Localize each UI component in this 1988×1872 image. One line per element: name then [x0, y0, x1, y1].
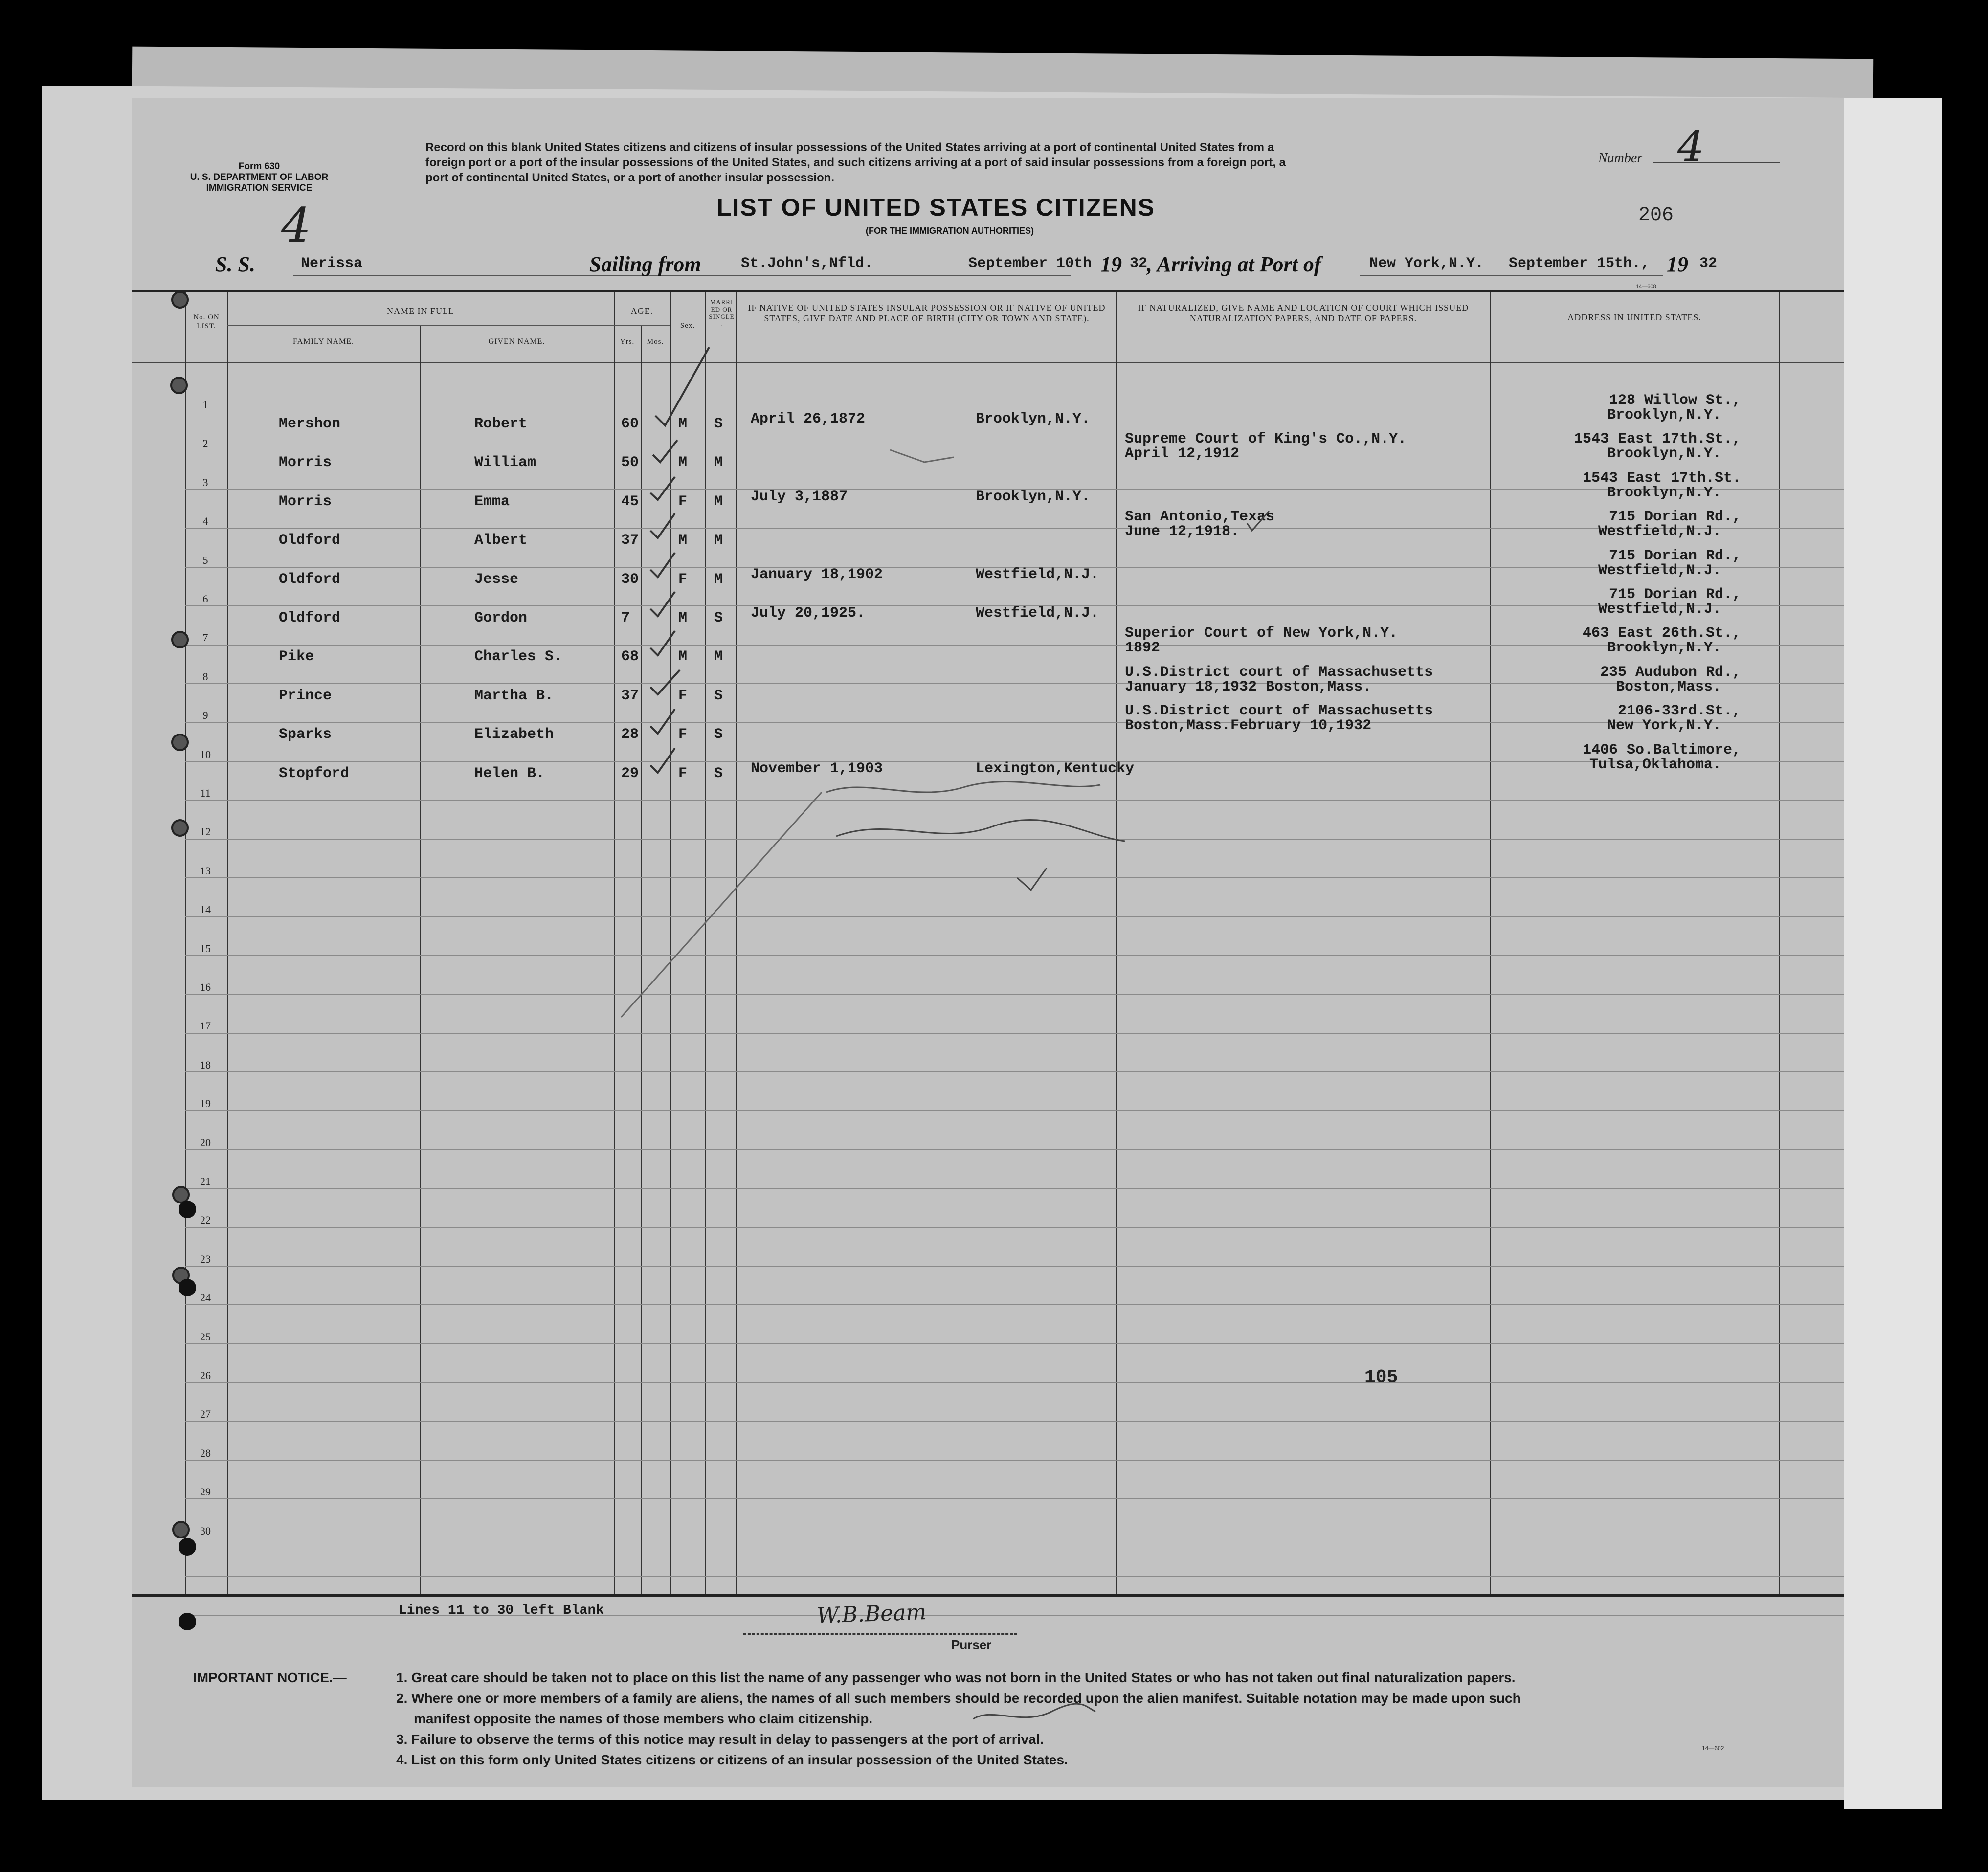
sailing-date: September 10th	[968, 255, 1092, 272]
row-number: 13	[200, 865, 211, 877]
row-number: 9	[202, 709, 208, 721]
record-line: foreign port or a port of the insular possessions of the United States, and such citizens arriving at a port of said insular possessions from a foreign port, a	[425, 156, 1286, 169]
row-number: 6	[202, 593, 208, 605]
header-birth: IF NATIVE OF UNITED STATES INSULAR POSSESSION OR IF NATIVE OF UNITED STATES, GIVE DATE AND PLACE OF BIRTH (CITY OR TOWN AND STATE).	[748, 303, 1106, 323]
record-line: Record on this blank United States citizens and citizens of insular possessions of the United States arriving at a port of continental United States from a	[425, 141, 1274, 154]
row-number: 15	[200, 942, 211, 955]
row-number: 4	[202, 515, 208, 527]
cell-ms: S	[714, 610, 723, 626]
sailing-year: 32	[1130, 255, 1148, 272]
cell-addr1: 235 Audubon Rd.,	[1600, 664, 1741, 681]
cell-birth-place: Brooklyn,N.Y.	[976, 411, 1091, 427]
cell-sex: F	[678, 726, 688, 743]
header-name-in-full: NAME IN FULL	[387, 306, 454, 316]
form-number: Form 630	[238, 161, 280, 172]
cell-family: Prince	[279, 688, 332, 704]
header-sex: Sex.	[680, 322, 695, 330]
header-family-name: FAMILY NAME.	[292, 337, 355, 346]
binding-hole	[171, 631, 189, 648]
cell-addr1: 463 East 26th.St.,	[1582, 625, 1741, 642]
cell-addr1: 1406 So.Baltimore,	[1582, 742, 1741, 758]
arrival-year-prefix: 19	[1667, 252, 1688, 276]
row-number: 16	[200, 981, 211, 993]
signature-line	[743, 1633, 1017, 1635]
cell-addr2: Tulsa,Oklahoma.	[1589, 757, 1721, 773]
cell-addr1: 2106-33rd.St.,	[1617, 703, 1741, 719]
row-number: 27	[200, 1408, 211, 1420]
checkmark	[650, 670, 680, 694]
row-number: 11	[200, 787, 211, 799]
cell-ms: S	[714, 726, 723, 743]
manifest-page	[132, 98, 1844, 1787]
cell-yrs: 7	[621, 610, 630, 626]
cell-nat2: June 12,1918.	[1125, 523, 1240, 540]
sailing-label: Sailing from	[589, 252, 701, 276]
service-name: IMMIGRATION SERVICE	[206, 183, 313, 193]
notice-item: 3. Failure to observe the terms of this notice may result in delay to passengers at the port of arrival.	[396, 1732, 1044, 1747]
binding-hole	[179, 1201, 196, 1218]
void-line	[621, 792, 822, 1017]
purser-signature: W.B.Beam	[816, 1600, 927, 1628]
cell-nat2: April 12,1912	[1125, 446, 1240, 462]
row-number: 12	[200, 825, 211, 838]
cell-sex: M	[678, 416, 688, 432]
cell-sex: M	[678, 648, 688, 665]
arriving-label: , Arriving at Port of	[1147, 252, 1321, 276]
cell-yrs: 37	[621, 688, 639, 704]
cell-family: Stopford	[279, 765, 350, 782]
row-number: 2	[202, 437, 208, 449]
cell-birth-date: April 26,1872	[751, 411, 866, 427]
binding-hole	[179, 1538, 196, 1556]
row-number: 14	[200, 903, 211, 915]
cell-sex: M	[678, 454, 688, 471]
cell-addr2: Boston,Mass.	[1615, 679, 1721, 695]
cell-given: Emma	[474, 493, 510, 510]
checkmark	[1247, 511, 1269, 531]
cell-family: Oldford	[279, 571, 341, 588]
binding-hole	[172, 1521, 190, 1538]
notice-item: 2. Where one or more members of a family are aliens, the names of all such members should be recorded upon the alien manifest. Suitable notation may be made upon such	[396, 1691, 1521, 1706]
cell-sex: F	[678, 688, 688, 704]
row-number: 10	[200, 748, 211, 760]
cell-given: Jesse	[474, 571, 519, 588]
notice-label: IMPORTANT NOTICE.—	[193, 1670, 347, 1685]
year-prefix: 19	[1100, 252, 1122, 276]
cell-ms: M	[714, 532, 723, 549]
cell-given: Gordon	[474, 610, 528, 626]
checkmark	[650, 631, 675, 655]
cell-given: Martha B.	[474, 688, 554, 704]
header-address: ADDRESS IN UNITED STATES.	[1567, 312, 1701, 322]
cell-nat1: San Antonio,Texas	[1125, 509, 1275, 525]
cell-given: William	[474, 454, 536, 471]
row-number: 5	[202, 554, 208, 566]
cell-ms: M	[714, 648, 723, 665]
binding-hole	[179, 1613, 196, 1630]
footer-form-code: 14—602	[1702, 1745, 1724, 1752]
row-number: 28	[200, 1447, 211, 1459]
cell-ms: M	[714, 454, 723, 471]
header-married-single: MARRIED OR SINGLE.	[709, 298, 735, 328]
header-naturalized: IF NATURALIZED, GIVE NAME AND LOCATION OF COURT WHICH ISSUED NATURALIZATION PAPERS, AND DATE OF PAPERS.	[1138, 303, 1469, 323]
arrival-date: September 15th.,	[1509, 255, 1650, 272]
notice-item: 4. List on this form only United States citizens or citizens of an insular possession of the United States.	[396, 1752, 1068, 1767]
cell-birth-place: Lexington,Kentucky	[976, 760, 1135, 777]
header-yrs: Yrs.	[620, 338, 635, 346]
cell-given: Helen B.	[474, 765, 545, 782]
cell-yrs: 29	[621, 765, 639, 782]
cell-ms: S	[714, 416, 723, 432]
checkmark	[650, 748, 675, 773]
cell-addr2: New York,N.Y.	[1607, 717, 1721, 734]
cell-ms: S	[714, 765, 723, 782]
binding-hole	[170, 377, 188, 394]
row-number: 18	[200, 1059, 211, 1071]
ship-name: Nerissa	[301, 255, 363, 272]
cell-nat2: January 18,1932 Boston,Mass.	[1125, 679, 1372, 695]
purser-label: Purser	[951, 1637, 992, 1652]
cell-addr2: Brooklyn,N.Y.	[1607, 640, 1721, 656]
cell-birth-place: Brooklyn,N.Y.	[976, 489, 1091, 505]
checkmark	[650, 477, 675, 500]
row-number: 7	[202, 631, 208, 644]
cell-sex: F	[678, 493, 688, 510]
cell-yrs: 60	[621, 416, 639, 432]
cell-nat2: 1892	[1125, 640, 1161, 656]
cell-nat1: U.S.District court of Massachusetts	[1125, 664, 1433, 681]
notice-item-continued: manifest opposite the names of those members who claim citizenship.	[414, 1711, 873, 1726]
cell-nat1: Supreme Court of King's Co.,N.Y.	[1125, 431, 1407, 447]
binding-hole	[171, 291, 189, 309]
cell-family: Mershon	[279, 416, 341, 432]
cell-yrs: 30	[621, 571, 639, 588]
cell-addr1: 715 Dorian Rd.,	[1608, 586, 1741, 603]
checkmark	[650, 709, 675, 734]
row-number: 3	[202, 476, 208, 489]
handwritten-marks	[132, 98, 1844, 1787]
header-given-name: GIVEN NAME.	[488, 337, 545, 346]
row-number: 23	[200, 1253, 211, 1265]
department-name: U. S. DEPARTMENT OF LABOR	[190, 172, 329, 182]
binding-hole	[179, 1279, 196, 1296]
row-number: 22	[200, 1214, 211, 1226]
cell-birth-date: January 18,1902	[751, 566, 883, 583]
small-form-code: 14—608	[1636, 284, 1656, 290]
cell-addr1: 715 Dorian Rd.,	[1608, 509, 1741, 525]
cell-family: Oldford	[279, 532, 341, 549]
row-number: 30	[200, 1525, 211, 1537]
cell-yrs: 50	[621, 454, 639, 471]
cell-sex: M	[678, 532, 688, 549]
checkmark	[653, 440, 677, 462]
page-title: LIST OF UNITED STATES CITIZENS	[716, 194, 1156, 221]
cell-addr1: 1543 East 17th.St.,	[1573, 431, 1741, 447]
cell-nat1: Superior Court of New York,N.Y.	[1125, 625, 1398, 642]
blank-lines-note: Lines 11 to 30 left Blank	[399, 1603, 604, 1618]
row-number: 25	[200, 1331, 211, 1343]
page-subtitle: (FOR THE IMMIGRATION AUTHORITIES)	[866, 226, 1034, 236]
cell-nat2: Boston,Mass.February 10,1932	[1125, 717, 1372, 734]
header-age: AGE.	[630, 306, 653, 316]
binding-hole	[171, 734, 189, 751]
arrival-port: New York,N.Y.	[1369, 255, 1484, 272]
row-number: 17	[200, 1020, 211, 1032]
number-label: Number	[1598, 151, 1643, 166]
cell-ms: M	[714, 493, 723, 510]
cell-birth-date: November 1,1903	[751, 760, 883, 777]
stamped-105: 105	[1364, 1367, 1398, 1388]
checkmark	[1017, 868, 1047, 890]
next-page-edge	[1844, 98, 1942, 1809]
row-number: 20	[200, 1137, 211, 1149]
notice-item: 1. Great care should be taken not to place on this list the name of any passenger who was not born in the United States or who has not taken out final naturalization papers.	[396, 1670, 1516, 1685]
ss-label: S. S.	[215, 252, 255, 276]
inspector-signature-stroke	[836, 820, 1125, 841]
checkmark	[650, 592, 675, 616]
cell-given: Elizabeth	[474, 726, 554, 743]
cell-addr1: 128 Willow St.,	[1608, 392, 1741, 409]
cell-addr2: Brooklyn,N.Y.	[1607, 485, 1721, 501]
cell-family: Morris	[279, 493, 332, 510]
cell-birth-place: Westfield,N.J.	[976, 566, 1099, 583]
cell-sex: M	[678, 610, 688, 626]
cell-given: Robert	[474, 416, 528, 432]
header-mos: Mos.	[647, 338, 664, 346]
row-number: 8	[202, 670, 208, 683]
row-number: 24	[200, 1292, 211, 1304]
number-value: 4	[1677, 122, 1704, 171]
cell-given: Albert	[474, 532, 528, 549]
checkmark	[650, 513, 675, 538]
header-no-on-list: No. ON LIST.	[193, 313, 220, 330]
inspector-signature-stroke	[826, 782, 1100, 792]
row-number: 29	[200, 1486, 211, 1498]
binding-hole	[171, 819, 189, 837]
scribble	[890, 450, 954, 462]
cell-addr2: Westfield,N.J.	[1598, 562, 1721, 579]
notice-list	[396, 1668, 1521, 1770]
cell-family: Oldford	[279, 610, 341, 626]
cell-family: Morris	[279, 454, 332, 471]
cell-birth-date: July 3,1887	[751, 489, 848, 505]
cell-ms: S	[714, 688, 723, 704]
cell-addr2: Westfield,N.J.	[1598, 523, 1721, 540]
cell-ms: M	[714, 571, 723, 588]
row-number: 26	[200, 1369, 211, 1382]
cell-family: Pike	[279, 648, 314, 665]
record-line: port of continental United States, or a port of another insular possession.	[425, 171, 835, 184]
cell-yrs: 68	[621, 648, 639, 665]
cell-addr2: Brooklyn,N.Y.	[1607, 446, 1721, 462]
cell-sex: F	[678, 571, 688, 588]
from-port: St.John's,Nfld.	[741, 255, 873, 272]
cell-addr1: 715 Dorian Rd.,	[1608, 548, 1741, 564]
handwritten-four: 4	[281, 198, 312, 253]
stamped-number: 206	[1638, 204, 1674, 226]
cell-yrs: 45	[621, 493, 639, 510]
cell-family: Sparks	[279, 726, 332, 743]
cell-addr2: Brooklyn,N.Y.	[1607, 407, 1721, 423]
row-number: 19	[200, 1097, 211, 1110]
cell-birth-date: July 20,1925.	[751, 605, 866, 622]
cell-sex: F	[678, 765, 688, 782]
row-number: 21	[200, 1175, 211, 1187]
cell-addr1: 1543 East 17th.St.	[1582, 470, 1741, 487]
cell-yrs: 28	[621, 726, 639, 743]
row-number: 1	[202, 399, 208, 411]
cell-yrs: 37	[621, 532, 639, 549]
cell-addr2: Westfield,N.J.	[1598, 601, 1721, 618]
cell-given: Charles S.	[474, 648, 563, 665]
checkmark	[650, 553, 675, 577]
cell-nat1: U.S.District court of Massachusetts	[1125, 703, 1433, 719]
arrival-year: 32	[1699, 255, 1718, 272]
checkmark	[655, 347, 709, 425]
cell-birth-place: Westfield,N.J.	[976, 605, 1099, 622]
